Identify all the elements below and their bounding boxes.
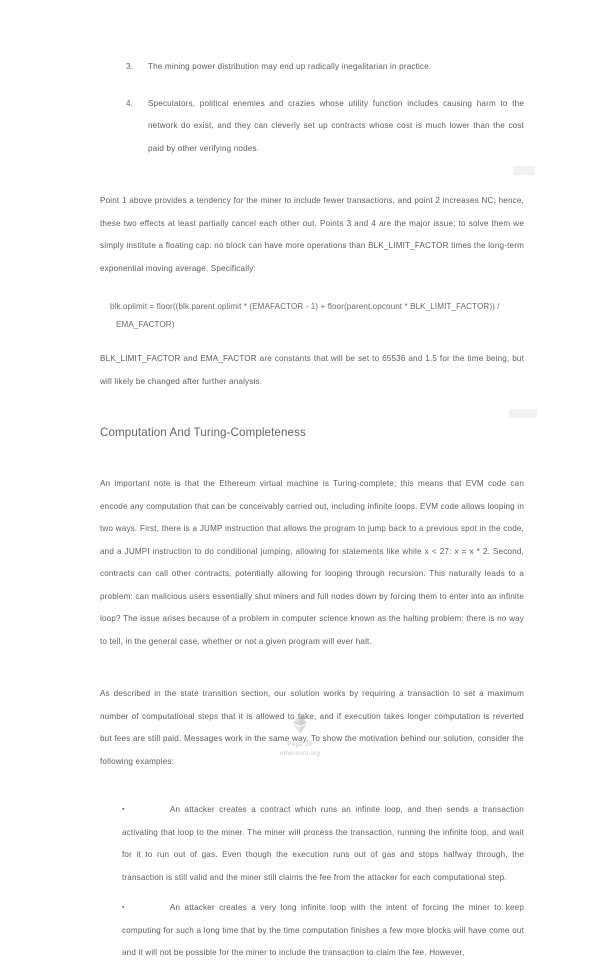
footer-site: ethereum.org <box>279 750 321 757</box>
bullet-icon: ▪ <box>122 806 125 813</box>
list-item-number: 3. <box>126 62 134 71</box>
scan-artifact <box>513 166 535 175</box>
section-heading: Computation And Turing-Completeness <box>100 426 306 439</box>
bullet-list <box>100 799 524 965</box>
list-item <box>122 799 524 889</box>
page-number: Page 28 <box>287 741 313 748</box>
list-item <box>100 56 524 79</box>
code-block <box>110 298 520 334</box>
list-item-text: Speculators, political enemies and crazies whose utility function includes causing harm to the network do exist, and they can cleverly set up contracts whose cost is much lower than the cost paid by other verifying nodes. <box>148 98 524 153</box>
bullet-icon: ▪ <box>122 904 125 911</box>
list-item <box>100 93 524 161</box>
numbered-list <box>100 56 524 160</box>
code-line: blk.oplimit = floor((blk.parent.oplimit * (EMAFACTOR - 1) + floor(parent.opcount * BLK_LIMIT_FACTOR)) / <box>110 302 500 311</box>
paragraph-floating-cap: Point 1 above provides a tendency for the miner to include fewer transactions, and point 2 increases NC; hence, these two effects at least partially cancel each other out. Points 3 and 4 are the major issue; to solve them we simply institute a floating cap: no block can have more operations than BLK_LIMIT_FACTOR times the long-term exponential moving average. Specifically: <box>100 196 524 273</box>
list-item <box>122 897 524 965</box>
scan-artifact <box>509 409 537 418</box>
list-item-text: An attacker creates a very long infinite loop with the intent of forcing the miner to keep computing for such a long time that by the time computation finishes a few more blocks will have come out and it will not be possible for the miner to include the transaction to claim the fee. However, <box>122 903 525 957</box>
paragraph-evm: An important note is that the Ethereum virtual machine is Turing-complete; this means that EVM code can encode any computation that can be conceivably carried out, including infinite loops. EVM code allows looping in two ways. First, there is a JUMP instruction that allows the program to jump back to a previous spot in the code, and a JUMPI instruction to do conditional jumping, allowing for statements like while x < 27: x = x * 2. Second, contracts can call other contracts, potentially allowing for looping through recursion. This naturally leads to a problem: can malicious users essentially shut miners and full nodes down by forcing them to enter into an infinite loop? The issue arises because of a problem in computer science known as the halting problem: there is no way to tell, in the general case, whether or not a given program will ever halt. <box>100 479 524 646</box>
paragraph-constants: BLK_LIMIT_FACTOR and EMA_FACTOR are constants that will be set to 65536 and 1.5 for the time being, but will likely be changed after further analysis. <box>100 354 524 386</box>
page-footer <box>0 712 600 758</box>
ethereum-logo <box>293 712 307 734</box>
list-item-text: An attacker creates a contract which runs an infinite loop, and then sends a transaction activating that loop to the miner. The miner will process the transaction, running the infinite loop, and wait for it to run out of gas. Even though the execution runs out of gas and stops halfway through, the transaction is still valid and the miner still claims the fee from the attacker for each computational step. <box>122 805 524 882</box>
paragraph-solution: As described in the state transition section, our solution works by requiring a transaction to set a maximum number of computational steps that it is allowed to take, and if execution takes longer computation is reverted but fees are still paid. Messages work in the same way. To show the motivation behind our solution, consider the following examples: <box>100 689 524 766</box>
code-line: EMA_FACTOR) <box>116 320 175 329</box>
list-item-number: 4. <box>126 98 134 108</box>
document-content <box>100 56 524 973</box>
list-item-text: The mining power distribution may end up radically inegalitarian in practice. <box>148 62 432 71</box>
